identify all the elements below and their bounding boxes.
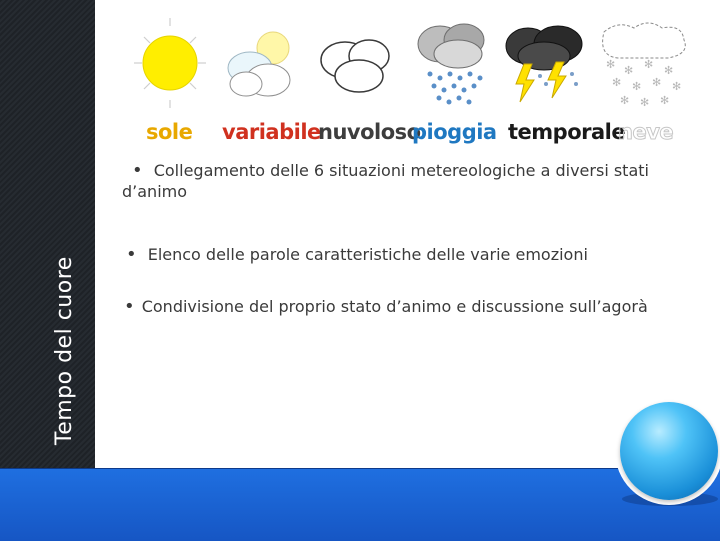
label-neve: neve xyxy=(618,120,674,144)
bullet-text: Condivisione del proprio stato d’animo e discussione sull’agorà xyxy=(141,297,648,316)
svg-text:✻: ✻ xyxy=(660,94,670,107)
label-temporale: temporale xyxy=(508,120,626,144)
svg-text:✻: ✻ xyxy=(652,76,662,89)
weather-strip xyxy=(130,18,690,144)
partly-cloudy-icon xyxy=(218,18,300,113)
cloudy-icon xyxy=(315,18,397,113)
snow-icon xyxy=(598,18,690,113)
sun-icon xyxy=(130,18,210,113)
footer-bar xyxy=(0,468,720,541)
bullet-marker: • xyxy=(132,160,143,181)
thunderstorm-icon xyxy=(502,18,592,113)
svg-text:✻: ✻ xyxy=(664,64,674,77)
svg-text:✻: ✻ xyxy=(624,64,634,77)
svg-text:✻: ✻ xyxy=(640,96,650,109)
bullet-item xyxy=(122,296,682,317)
label-sole: sole xyxy=(146,120,193,144)
svg-text:✻: ✻ xyxy=(672,80,682,93)
sidebar-title: Tempo del cuore xyxy=(52,256,77,445)
blue-orb-icon xyxy=(620,402,718,500)
bullet-marker: • xyxy=(124,296,135,317)
bullet-text: Elenco delle parole caratteristiche delle varie emozioni xyxy=(147,245,588,264)
sidebar xyxy=(0,0,95,468)
label-pioggia: pioggia xyxy=(412,120,497,144)
svg-text:✻: ✻ xyxy=(632,80,642,93)
bullet-text: Collegamento delle 6 situazioni metereologiche a diversi stati d’animo xyxy=(122,161,649,201)
svg-text:✻: ✻ xyxy=(612,76,622,89)
label-nuvoloso: nuvoloso xyxy=(318,120,421,144)
bullet-item xyxy=(122,244,682,265)
bullet-item xyxy=(122,160,682,202)
label-variabile: variabile xyxy=(222,120,321,144)
svg-text:✻: ✻ xyxy=(644,58,654,71)
rain-icon xyxy=(412,18,494,113)
bullet-marker: • xyxy=(126,244,137,265)
svg-text:✻: ✻ xyxy=(620,94,630,107)
svg-text:✻: ✻ xyxy=(606,58,616,71)
